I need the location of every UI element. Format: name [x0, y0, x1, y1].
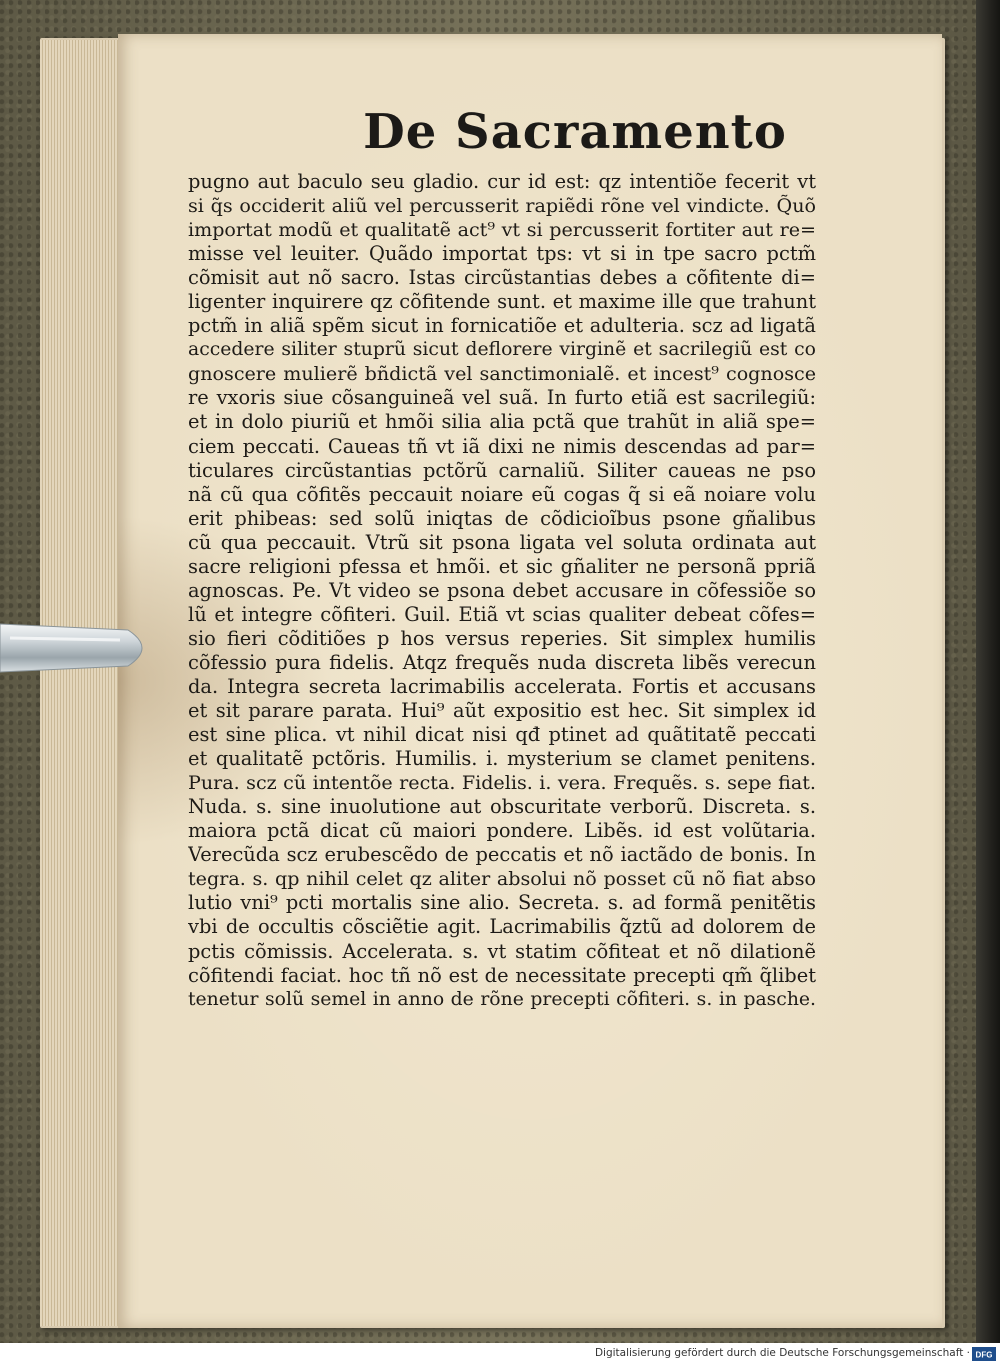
- text-line: importat modũ et qualitatẽ act⁹ vt si percusserit fortiter aut re=: [188, 218, 816, 242]
- text-line: accedere siliter stuprũ sicut deflorere virginẽ et sacrilegiũ est co: [188, 339, 816, 361]
- text-line: cõfitendi faciat. hoc tñ nõ est de necessitate precepti qm̃ q̃libet: [188, 963, 816, 987]
- funding-credit: Digitalisierung gefördert durch die Deutsche Forschungsgemeinschaft ·: [594, 1347, 970, 1359]
- text-line: cõmisit aut nõ sacro. Istas circũstantias debes a cõfitente di=: [188, 266, 816, 290]
- text-line: si q̃s occiderit aliũ vel percusserit rapiẽdi rõne vel vindicte. Q̃uõ: [188, 194, 816, 218]
- text-line: est sine plica. vt nihil dicat nisi qđ ptinet ad quãtitatẽ peccati: [188, 723, 816, 747]
- text-line: cõfessio pura fidelis. Atqz frequẽs nuda discreta libẽs verecun: [188, 650, 816, 674]
- page-edges: [40, 40, 121, 1326]
- svg-text:DFG: DFG: [975, 1350, 993, 1360]
- text-line: lũ et integre cõfiteri. Guil. Etiã vt scias qualiter debeat cõfes=: [188, 602, 816, 626]
- text-line: agnoscas. Pe. Vt video se psona debet accusare in cõfessiõe so: [188, 578, 816, 602]
- text-line: sio fieri cõditiões p hos versus reperies. Sit simplex humilis: [188, 626, 816, 650]
- text-line: Pura. scz cũ intentõe recta. Fidelis. i. vera. Frequẽs. s. sepe fiat.: [188, 771, 816, 795]
- page-heading: De Sacramento: [363, 104, 787, 160]
- text-line: erit phibeas: sed solũ iniqtas de cõdicioĩbus psone gñalibus: [188, 506, 816, 530]
- page-clip: [0, 616, 158, 680]
- footer-bar: [0, 1343, 1000, 1365]
- text-line: et sit parare parata. Hui⁹ aũt expositio est hec. Sit simplex id: [188, 699, 816, 723]
- text-line: lutio vni⁹ pcti mortalis sine alio. Secreta. s. ad formã penitẽtis: [188, 891, 816, 915]
- text-line: pugno aut baculo seu gladio. cur id est: qz intentiõe fecerit vt: [188, 170, 816, 193]
- text-line: ticulares circũstantias pctõrũ carnaliũ. Siliter caueas ne pso: [188, 458, 816, 482]
- text-line: nã cũ qua cõfitẽs peccauit noiare eũ cogas q̃ si eã noiare volu: [188, 482, 816, 506]
- text-line: pctm̃ in aliã spẽm sicut in fornicatiõe et adulteria. scz ad ligatã: [188, 314, 816, 338]
- text-line: cũ qua peccauit. Vtrũ sit psona ligata vel soluta ordinata aut: [188, 530, 816, 554]
- text-line: misse vel leuiter. Quãdo importat tps: vt si in tpe sacro pctm̃: [188, 242, 816, 266]
- text-line: Nuda. s. sine inuolutione aut obscuritate verborũ. Discreta. s.: [188, 795, 816, 819]
- text-line: et qualitatẽ pctõris. Humilis. i. mysterium se clamet penitens.: [188, 747, 816, 771]
- text-line: et in dolo piuriũ et hmõi silia alia pctã que trahũt in aliã spe=: [188, 410, 816, 434]
- text-line: da. Integra secreta lacrimabilis accelerata. Fortis et accusans: [188, 674, 816, 698]
- text-line: maiora pctã dicat cũ maiori pondere. Libẽs. id est volũtaria.: [188, 819, 816, 843]
- book-spine-edge: [976, 0, 1000, 1343]
- text-line: gnoscere mulierẽ bñdictã vel sanctimonialẽ. et incest⁹ cognosce: [188, 362, 816, 386]
- text-line: tenetur solũ semel in anno de rõne precepti cõfiteri. s. in pasche.: [188, 988, 816, 1010]
- text-line: sacre religioni pfessa et hmõi. et sic gñaliter ne personã ppriã: [188, 554, 816, 578]
- body-text: [188, 170, 816, 1012]
- text-line: tegra. s. qp nihil celet qz aliter absolui nõ posset cũ nõ fiat abso: [188, 867, 816, 891]
- text-line: pctis cõmissis. Accelerata. s. vt statim cõfiteat et nõ dilationẽ: [188, 939, 816, 963]
- text-line: Verecũda scz erubescẽdo de peccatis et nõ iactãdo de bonis. In: [188, 843, 816, 867]
- text-line: vbi de occultis cõsciẽtie agit. Lacrimabilis q̃ztũ ad dolorem de: [188, 915, 816, 939]
- dfg-logo: [972, 1347, 996, 1361]
- text-line: ligenter inquirere qz cõfitende sunt. et maxime ille que trahunt: [188, 290, 816, 314]
- text-line: re vxoris siue cõsanguineã vel suã. In furto etiã est sacrilegiũ:: [188, 386, 816, 410]
- text-line: ciem peccati. Caueas tñ vt iã dixi ne nimis descendas ad par=: [188, 434, 816, 458]
